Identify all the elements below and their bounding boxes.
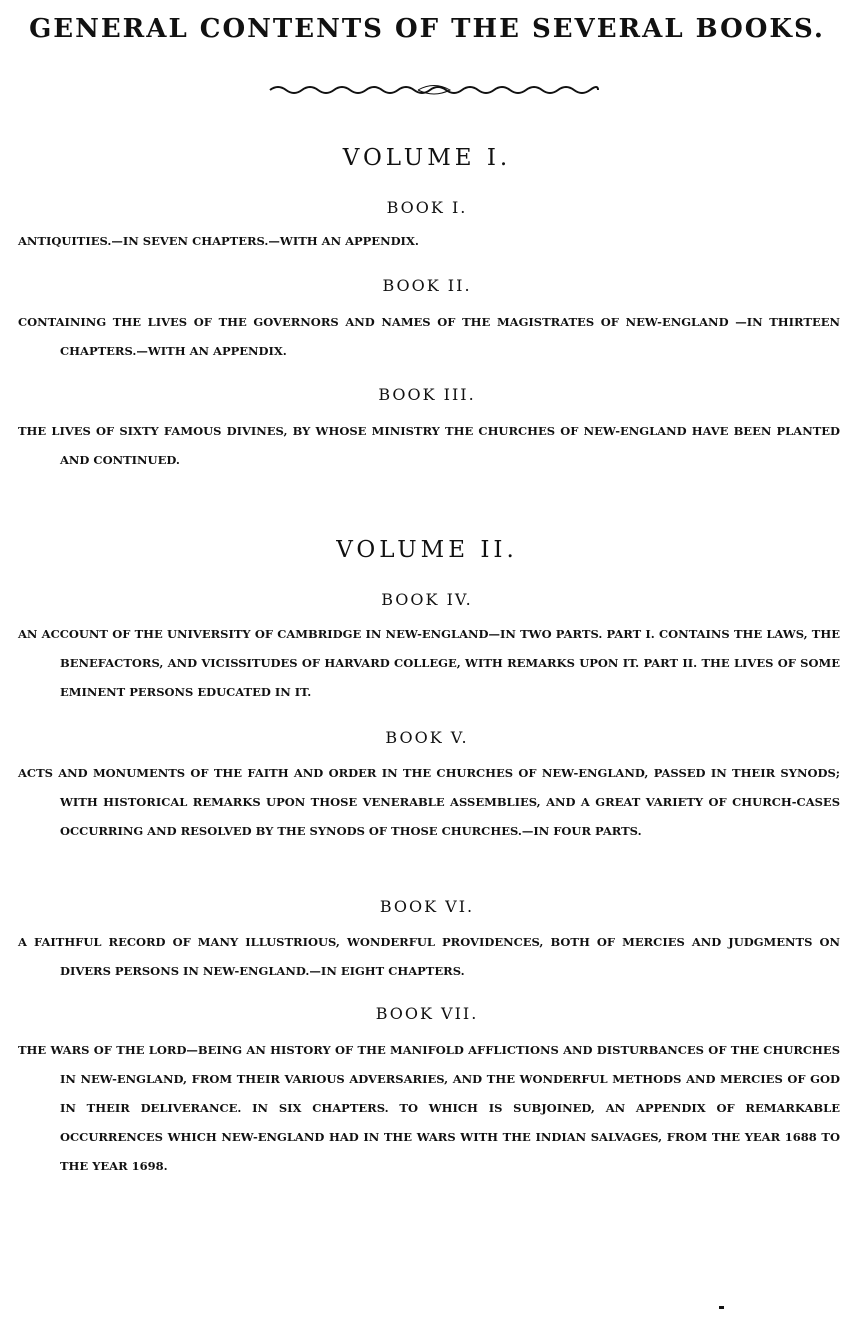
book-heading: BOOK IV. bbox=[381, 590, 473, 609]
book-description: THE WARS OF THE LORD—BEING AN HISTORY OF THE MANIFOLD AFFLICTIONS AND DISTURBANCES OF THE CHURCHES IN NEW-ENGLAND, FROM THEIR VARIOUS ADVERSARIES, AND THE WONDERFUL METHODS AND MERCIES OF GOD IN THEIR DELIVERANCE. IN SIX CHAPTERS. TO WHICH IS SUBJOINED, AN APPENDIX OF REMARKABLE OCCURRENCES WHICH NEW-ENGLAND HAD IN THE WARS WITH THE INDIAN SALVAGES, FROM THE YEAR 1688 TO THE YEAR 1698. bbox=[18, 1043, 840, 1173]
book-description: THE LIVES OF SIXTY FAMOUS DIVINES, BY WHOSE MINISTRY THE CHURCHES OF NEW-ENGLAND HAVE BEEN PLANTED AND CONTINUED. bbox=[18, 424, 840, 467]
volume-heading: VOLUME II. bbox=[336, 537, 518, 563]
wavy-rule-ornament bbox=[268, 82, 600, 98]
book-heading: BOOK VII. bbox=[375, 1004, 479, 1023]
book-description: AN ACCOUNT OF THE UNIVERSITY OF CAMBRIDGE IN NEW-ENGLAND—IN TWO PARTS. PART I. CONTAINS THE LAWS, THE BENEFACTORS, AND VICISSITUDES OF HARVARD COLLEGE, WITH REMARKS UPON IT. PART II. THE LIVES OF SOME EMINENT PERSONS EDUCATED IN IT. bbox=[18, 627, 840, 699]
volume-heading: VOLUME I. bbox=[342, 145, 512, 171]
book-description: ACTS AND MONUMENTS OF THE FAITH AND ORDER IN THE CHURCHES OF NEW-ENGLAND, PASSED IN THEIR SYNODS; WITH HISTORICAL REMARKS UPON THOSE VENERABLE ASSEMBLIES, AND A GREAT VARIETY OF CHURCH-CASES OCCURRING AND RESOLVED BY THE SYNODS OF THOSE CHURCHES.—IN FOUR PARTS. bbox=[18, 766, 840, 838]
book-description: ANTIQUITIES.—IN SEVEN CHAPTERS.—WITH AN APPENDIX. bbox=[18, 234, 419, 248]
stray-print-mark bbox=[719, 1306, 724, 1309]
book-heading: BOOK II. bbox=[382, 276, 472, 295]
page-title: GENERAL CONTENTS OF THE SEVERAL BOOKS. bbox=[29, 14, 825, 44]
book-description: A FAITHFUL RECORD OF MANY ILLUSTRIOUS, WONDERFUL PROVIDENCES, BOTH OF MERCIES AND JUDGMENTS ON DIVERS PERSONS IN NEW-ENGLAND.—IN EIGHT CHAPTERS. bbox=[18, 935, 840, 978]
book-heading: BOOK III. bbox=[378, 385, 476, 404]
book-heading: BOOK I. bbox=[386, 198, 468, 217]
book-heading: BOOK V. bbox=[385, 728, 469, 747]
book-heading: BOOK VI. bbox=[379, 897, 475, 916]
book-description: CONTAINING THE LIVES OF THE GOVERNORS AND NAMES OF THE MAGISTRATES OF NEW-ENGLAND —IN THIRTEEN CHAPTERS.—WITH AN APPENDIX. bbox=[18, 315, 840, 358]
